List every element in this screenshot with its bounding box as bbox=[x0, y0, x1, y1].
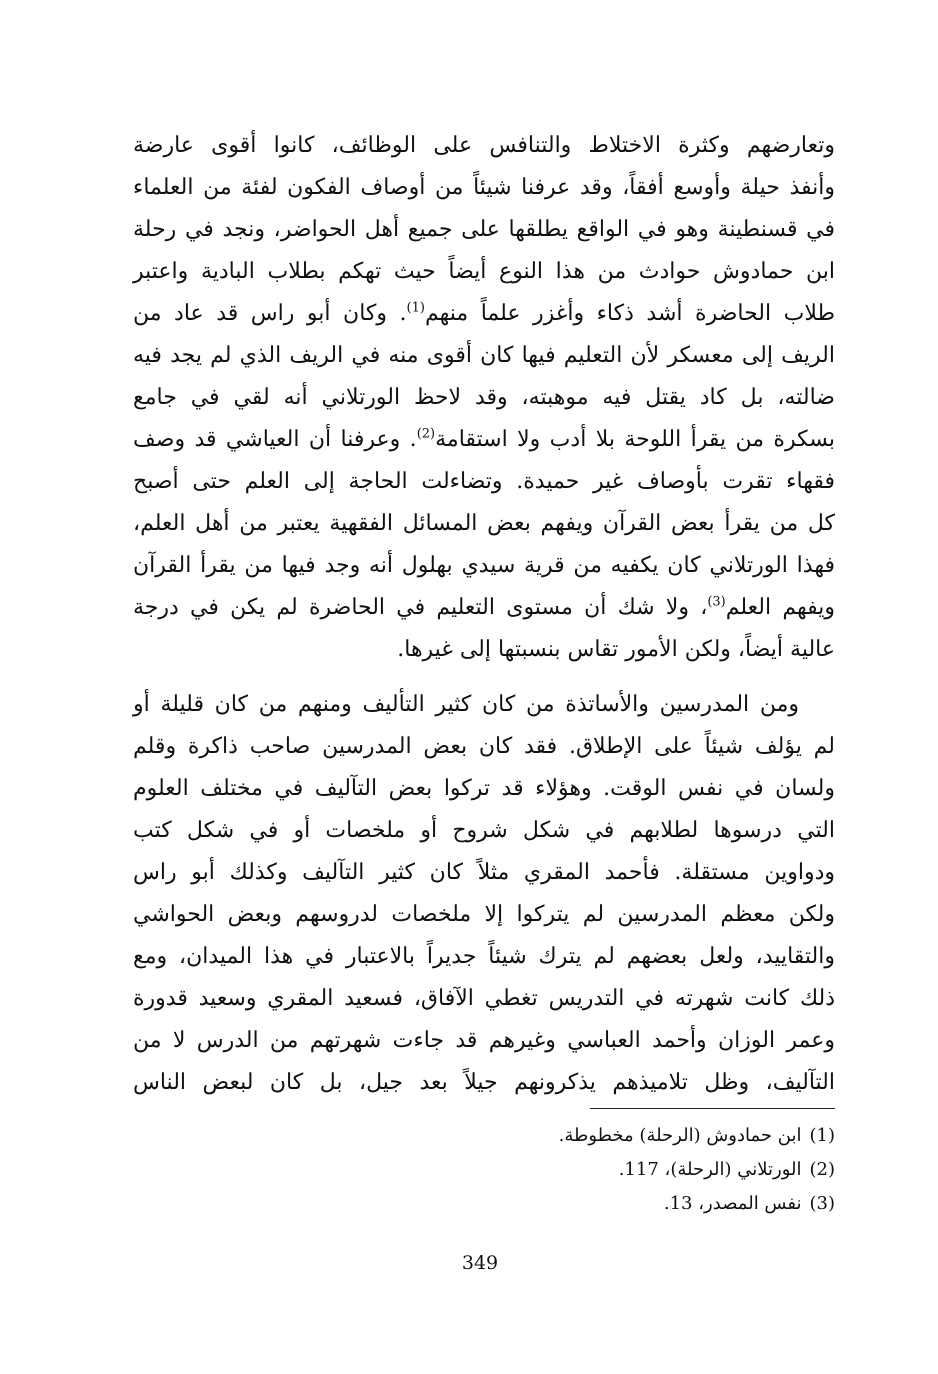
text-line: لم يؤلف شيئاً على الإطلاق. فقد كان بعض المدرسين صاحب ذاكرة وقلم bbox=[133, 734, 835, 759]
footnote-separator bbox=[590, 1108, 835, 1109]
text-line: فهذا الورتلاني كان يكفيه من قرية سيدي بهلول أنه وجد فيها من يقرأ القرآن bbox=[133, 553, 835, 578]
footnote-number: (3) bbox=[809, 1193, 835, 1214]
text-line: ذلك كانت شهرته في التدريس تغطي الآفاق، فسعيد المقري وسعيد قدورة bbox=[133, 986, 835, 1011]
text-line: وتعارضهم وكثرة الاختلاط والتنافس على الوظائف، كانوا أقوى عارضة bbox=[133, 133, 835, 158]
text-line: الريف إلى معسكر لأن التعليم فيها كان أقوى منه في الريف الذي لم يجد فيه bbox=[133, 343, 835, 368]
footnote-number: (1) bbox=[809, 1125, 835, 1146]
text-line: ضالته، بل كاد يقتل فيه موهبته، وقد لاحظ الورتلاني أنه لقي في جامع bbox=[133, 385, 835, 410]
text-line: ابن حمادوش حوادث من هذا النوع أيضاً حيث تهكم بطلاب البادية واعتبر bbox=[133, 259, 835, 284]
footnote-text: الورتلاني (الرحلة)، 117. bbox=[618, 1159, 802, 1180]
text-line: فقهاء تقرت بأوصاف غير حميدة. وتضاءلت الحاجة إلى العلم حتى أصبح bbox=[133, 469, 835, 494]
text-line: في قسنطينة وهو في الواقع يطلقها على جميع أهل الحواضر، ونجد في رحلة bbox=[133, 217, 835, 242]
text-line: وعمر الوزان وأحمد العباسي وغيرهم قد جاءت شهرتهم من الدرس لا من bbox=[133, 1028, 835, 1053]
text-line: ولسان في نفس الوقت. وهؤلاء قد تركوا بعض التآليف في مختلف العلوم bbox=[133, 776, 835, 801]
footnote-ref-2[interactable]: (2) bbox=[416, 426, 436, 442]
text-line: التآليف، وظل تلاميذهم يذكرونهم جيلاً بعد جيل، بل كان لبعض الناس bbox=[133, 1070, 835, 1095]
text-line: ودواوين مستقلة. فأحمد المقري مثلاً كان كثير التآليف وكذلك أبو راس bbox=[133, 860, 835, 885]
text-line bbox=[133, 419, 835, 461]
footnote-text: نفس المصدر، 13. bbox=[663, 1193, 802, 1214]
text-segment: ويفهم العلم bbox=[725, 595, 835, 620]
footnote-ref-3[interactable]: (3) bbox=[707, 594, 726, 610]
text-line bbox=[133, 293, 835, 335]
text-segment: . وكان أبو راس قد عاد من bbox=[133, 301, 407, 326]
text-segment: ، ولا شك أن مستوى التعليم في الحاضرة لم يكن في درجة bbox=[133, 595, 708, 620]
text-line bbox=[133, 587, 835, 629]
text-line: ومن المدرسين والأساتذة من كان كثير التأليف ومنهم من كان قليلة أو bbox=[133, 692, 799, 717]
text-line: وأنفذ حيلة وأوسع أفقاً، وقد عرفنا شيئاً من أوصاف الفكون لفئة من العلماء bbox=[133, 175, 835, 200]
text-line: ولكن معظم المدرسين لم يتركوا إلا ملخصات لدروسهم وبعض الحواشي bbox=[133, 902, 835, 927]
footnote-3 bbox=[400, 1188, 835, 1220]
footnote-text: ابن حمادوش (الرحلة) مخطوطة. bbox=[558, 1125, 802, 1146]
footnote-ref-1[interactable]: (1) bbox=[406, 300, 425, 316]
text-line: التي درسوها لطلابهم في شكل شروح أو ملخصات أو في شكل كتب bbox=[133, 818, 835, 843]
page-number: 349 bbox=[461, 1252, 499, 1274]
text-line: كل من يقرأ بعض القرآن ويفهم بعض المسائل الفقهية يعتبر من أهل العلم، bbox=[133, 511, 835, 536]
text-segment: . وعرفنا أن العياشي قد وصف bbox=[133, 427, 417, 452]
text-segment: بسكرة من يقرأ اللوحة بلا أدب ولا استقامة bbox=[435, 427, 835, 452]
text-line: عالية أيضاً، ولكن الأمور تقاس بنسبتها إلى غيرها. bbox=[397, 637, 835, 662]
footnote-1 bbox=[400, 1120, 835, 1152]
footnote-2 bbox=[400, 1154, 835, 1186]
text-line: والتقاييد، ولعل بعضهم لم يترك شيئاً جديراً بالاعتبار في هذا الميدان، ومع bbox=[133, 944, 835, 969]
footnote-number: (2) bbox=[809, 1159, 835, 1180]
text-segment: طلاب الحاضرة أشد ذكاء وأغزر علماً منهم bbox=[424, 301, 835, 326]
